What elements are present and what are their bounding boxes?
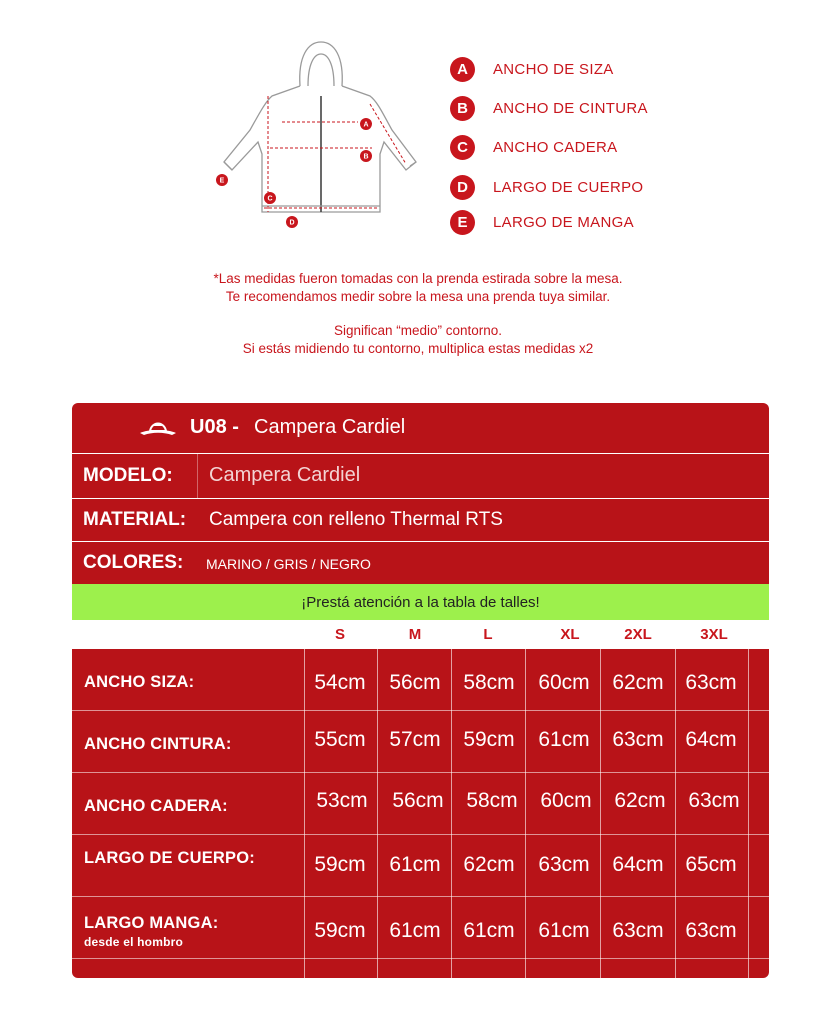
table-cell: 63cm — [688, 789, 740, 812]
legend-item-d — [450, 174, 643, 200]
table-cell: 57cm — [389, 728, 441, 751]
brand-logo-icon — [138, 415, 178, 439]
legend-badge: A — [450, 57, 475, 82]
table-cell: 64cm — [612, 853, 664, 876]
size-header-m: M — [408, 626, 422, 643]
row-sublabel-largo-manga: desde el hombro — [84, 935, 184, 949]
legend-badge: D — [450, 175, 475, 200]
table-cell: 63cm — [612, 919, 664, 942]
product-title: Campera Cardiel — [254, 416, 406, 438]
legend-item-a — [450, 56, 614, 82]
note-line-1: *Las medidas fueron tomadas con la prenda estirada sobre la mesa. — [213, 271, 623, 286]
table-cell: 65cm — [685, 853, 737, 876]
table-cell: 62cm — [612, 671, 664, 694]
spec-row-material — [72, 499, 769, 541]
legend-label: LARGO DE CUERPO — [493, 178, 644, 196]
size-header-s: S — [334, 626, 345, 643]
row-label-largo-manga: LARGO MANGA: — [84, 914, 219, 932]
table-cell: 53cm — [316, 789, 368, 812]
table-cell: 63cm — [538, 853, 590, 876]
legend-label: ANCHO CADERA — [493, 138, 618, 156]
table-cell: 61cm — [538, 919, 590, 942]
material-value: Campera con relleno Thermal RTS — [209, 509, 503, 530]
table-cell: 58cm — [466, 789, 518, 812]
table-cell: 55cm — [314, 728, 366, 751]
legend-badge: B — [450, 96, 475, 121]
table-cell: 58cm — [463, 671, 515, 694]
table-cell: 60cm — [540, 789, 592, 812]
size-header-l: L — [483, 626, 493, 643]
attention-text: ¡Prestá atención a la tabla de talles! — [301, 594, 540, 611]
row-label-largo-cuerpo: LARGO DE CUERPO: — [84, 849, 255, 867]
table-cell: 63cm — [685, 919, 737, 942]
table-cell: 61cm — [389, 919, 441, 942]
table-cell: 63cm — [685, 671, 737, 694]
legend-label: ANCHO DE SIZA — [493, 60, 614, 78]
row-label-ancho-cintura: ANCHO CINTURA: — [84, 735, 232, 753]
legend-item-e — [450, 209, 634, 235]
table-cell: 63cm — [612, 728, 664, 751]
legend-label: LARGO DE MANGA — [493, 213, 634, 231]
size-header-xl: XL — [560, 626, 580, 643]
product-code: U08 - — [190, 416, 239, 438]
row-label-ancho-siza: ANCHO SIZA: — [84, 673, 195, 691]
spec-row-modelo — [72, 454, 769, 498]
legend-badge: E — [450, 210, 475, 235]
colores-label: COLORES: — [83, 552, 184, 573]
svg-text:A: A — [363, 121, 369, 129]
note-line-2: Te recomendamos medir sobre la mesa una prenda tuya similar. — [225, 289, 611, 304]
material-label: MATERIAL: — [83, 509, 187, 530]
attention-banner — [72, 584, 769, 620]
table-cell: 59cm — [314, 853, 366, 876]
table-cell: 59cm — [463, 728, 515, 751]
svg-text:E: E — [219, 177, 225, 185]
colores-value: MARINO / GRIS / NEGRO — [206, 556, 371, 572]
table-cell: 54cm — [314, 671, 366, 694]
spec-row-colores — [72, 542, 769, 584]
jacket-diagram — [210, 36, 432, 240]
row-label-ancho-cadera: ANCHO CADERA: — [84, 797, 228, 815]
modelo-label: MODELO: — [83, 465, 173, 486]
svg-text:B: B — [363, 153, 369, 161]
size-header-2xl: 2XL — [624, 626, 652, 643]
card-header — [72, 403, 769, 453]
svg-text:C: C — [267, 195, 273, 203]
table-cell: 60cm — [538, 671, 590, 694]
legend-item-c — [450, 134, 617, 160]
legend-item-b — [450, 95, 648, 121]
note-line-3: Significan “medio” contorno. — [333, 323, 503, 338]
table-cell: 56cm — [389, 671, 441, 694]
svg-text:D: D — [289, 219, 295, 227]
legend-badge: C — [450, 135, 475, 160]
table-cell: 59cm — [314, 919, 366, 942]
size-header-3xl: 3XL — [700, 626, 728, 643]
table-cell: 62cm — [614, 789, 666, 812]
table-cell: 56cm — [392, 789, 444, 812]
table-cell: 61cm — [463, 919, 515, 942]
legend-label: ANCHO DE CINTURA — [493, 99, 648, 117]
note-line-4: Si estás midiendo tu contorno, multiplica estas medidas x2 — [242, 341, 594, 356]
table-cell: 61cm — [538, 728, 590, 751]
table-cell: 64cm — [685, 728, 737, 751]
table-cell: 61cm — [389, 853, 441, 876]
modelo-value: Campera Cardiel — [209, 464, 361, 486]
table-cell: 62cm — [463, 853, 515, 876]
